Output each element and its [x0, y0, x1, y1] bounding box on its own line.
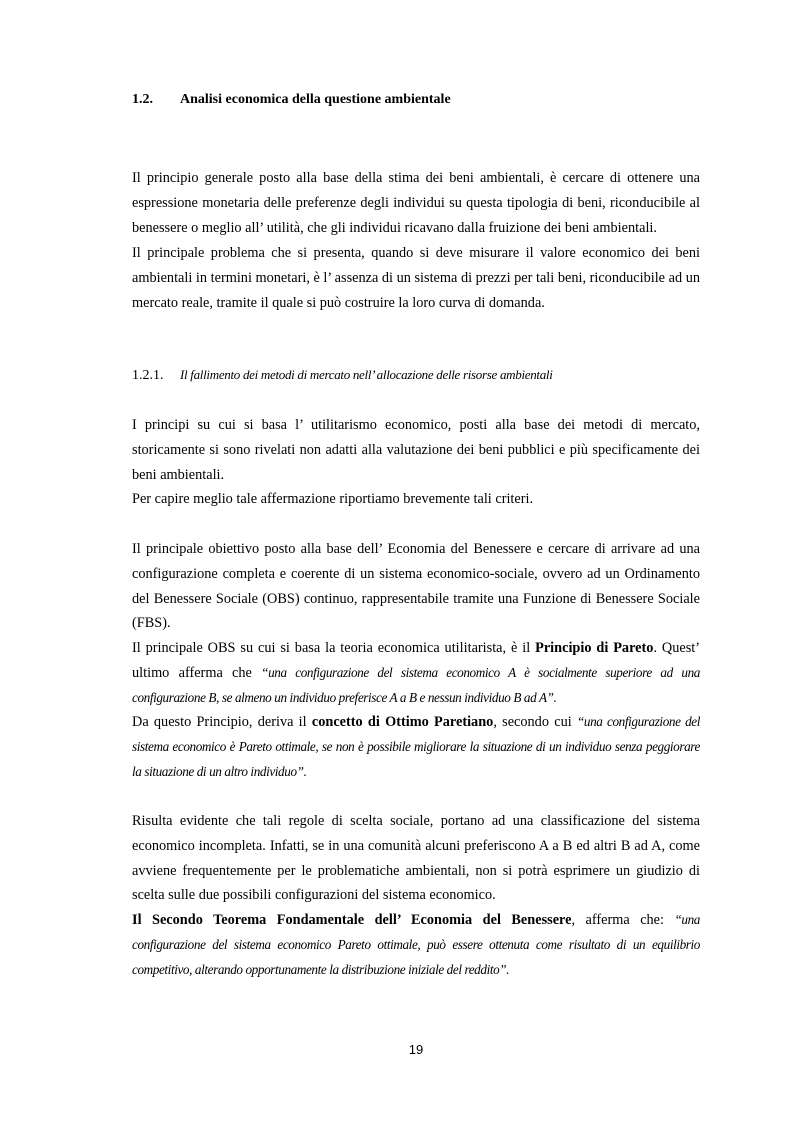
paragraph-7-text-a: Da questo Principio, deriva il — [132, 714, 312, 730]
pareto-definition-quote: “una configurazione del sistema economico A è socialmente superiore ad una configurazione B, se almeno un individuo preferisce A a B e nessun individuo B ad A”. — [132, 664, 700, 705]
paragraph-6-text-c: . Quest’ ultimo afferma che — [132, 640, 701, 681]
paragraph-7 — [132, 710, 700, 784]
subsection-heading — [132, 367, 553, 384]
paragraph-4: Per capire meglio tale affermazione riportiamo brevemente tali criteri. — [132, 491, 534, 507]
section-number: 1.2. — [132, 92, 153, 107]
paragraph-1: Il principio generale posto alla base della stima dei beni ambientali, è cercare di ottenere una espressione monetaria delle preferenze degli individui su questa tipologia di beni, riconducibile al benessere o meglio all’ utilità, che gli individui ricavano dalla fruizione dei beni ambientali. — [132, 170, 700, 236]
paragraph-9 — [132, 908, 700, 982]
paragraph-2: Il principale problema che si presenta, quando si deve misurare il valore economico dei beni ambientali in termini monetari, è l’ assenza di un sistema di prezzi per tali beni, riconducibile ad un mercato reale, tramite il quale si può costruire la loro curva di domanda. — [132, 245, 700, 311]
section-title: Analisi economica della questione ambientale — [180, 92, 451, 107]
principle-pareto-term: Principio di Pareto — [535, 640, 654, 656]
subsection-title: Il fallimento dei metodi di mercato nell’ allocazione delle risorse ambientali — [180, 367, 553, 382]
paragraph-3: I principi su cui si basa l’ utilitarismo economico, posti alla base dei metodi di mercato, storicamente si sono rivelati non adatti alla valutazione dei beni pubblici e più specificamente dei beni ambientali. — [132, 417, 700, 483]
subsection-number: 1.2.1. — [132, 368, 164, 383]
ottimo-definition-quote: “una configurazione del sistema economico è Pareto ottimale, se non è possibile migliorare la situazione di un individuo senza peggiorare la situazione di un altro individuo”. — [132, 714, 701, 779]
paragraph-6 — [132, 636, 700, 710]
paragraph-8: Risulta evidente che tali regole di scelta sociale, portano ad una classificazione del sistema economico incompleta. Infatti, se in una comunità alcuni preferiscono A a B ed altri B ad A, come avviene frequentemente per le problematiche ambientali, non si potrà esprimere un giudizio di scelta sulle due possibili configurazioni del sistema economico. — [132, 813, 700, 904]
ottimo-paretiano-term: concetto di Ottimo Paretiano — [311, 714, 494, 730]
paragraph-5: Il principale obiettivo posto alla base dell’ Economia del Benessere e cercare di arrivare ad una configurazione completa e coerente di un sistema economico-sociale, ovvero ad un Ordinamento del Benessere Sociale (OBS) continuo, rappresentabile tramite una Funzione di Benessere Sociale (FBS). — [132, 541, 700, 632]
second-theorem-quote: “una configurazione del sistema economico Pareto ottimale, può essere ottenuta come risultato di un equilibrio competitivo, alterando opportunamente la distribuzione iniziale del reddito”. — [132, 912, 700, 977]
paragraph-7-text-c: , secondo cui — [493, 714, 577, 730]
paragraph-6-text-a: Il principale OBS su cui si basa la teoria economica utilitarista, è il — [132, 640, 536, 656]
second-theorem-term: Il Secondo Teorema Fondamentale dell’ Economia del Benessere — [132, 912, 572, 928]
page-number: 19 — [408, 1042, 424, 1057]
section-heading — [132, 92, 451, 108]
paragraph-9-text-b: , afferma che: — [571, 912, 675, 928]
